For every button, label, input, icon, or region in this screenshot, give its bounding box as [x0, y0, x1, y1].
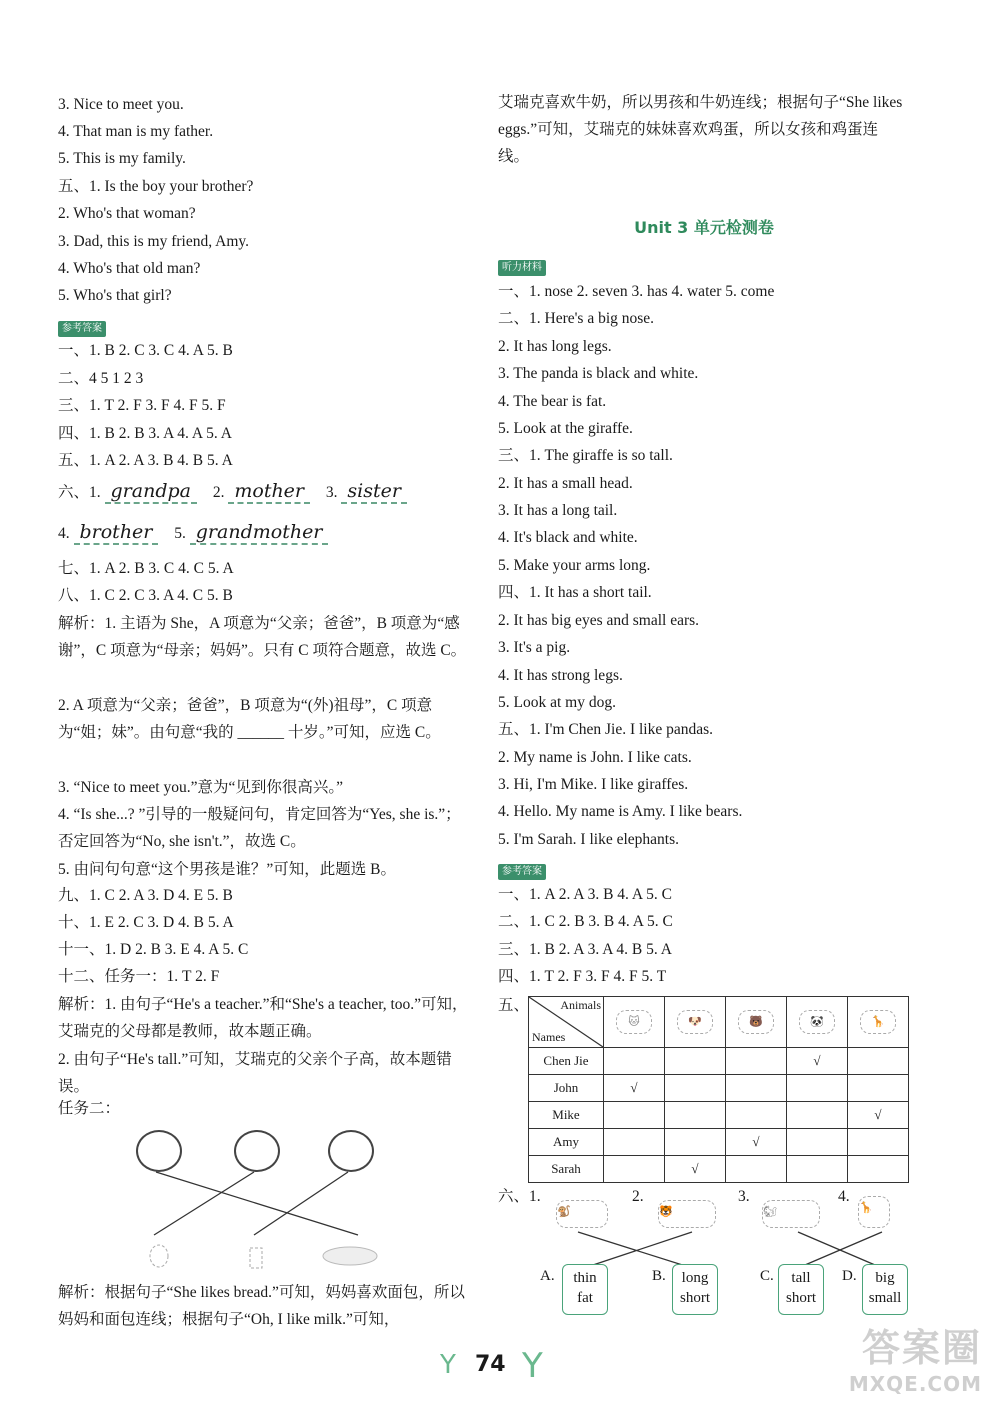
giraffe-icon: 🦒 [860, 1010, 896, 1034]
listening-line: 二、1. Here's a big nose. [498, 310, 655, 327]
header-names: Names [532, 1030, 566, 1044]
handwritten-word: grandmother [190, 521, 329, 545]
table-prefix: 五、 [498, 997, 530, 1014]
option-box [562, 1264, 608, 1315]
page-number: 74 [475, 1352, 506, 1377]
six-prefix: 六、1. [58, 484, 101, 501]
answer-line: 五、1. A 2. A 3. B 4. B 5. A [58, 452, 233, 469]
six-num: 5. [174, 525, 186, 542]
text-line: 4. Who's that old man? [58, 260, 201, 277]
text-line: 5. This is my family. [58, 150, 186, 167]
answer-line: 四、1. B 2. B 3. A 4. A 5. A [58, 425, 232, 442]
text-line: 4. That man is my father. [58, 123, 214, 140]
text-line: 5. Who's that girl? [58, 287, 172, 304]
answer-line: 一、1. A 2. A 3. B 4. A 5. C [498, 886, 672, 903]
bear-icon: 🐻 [738, 1010, 774, 1034]
listening-line: 5. Make your arms long. [498, 557, 651, 574]
answer-line: 九、1. C 2. A 3. D 4. E 5. B [58, 887, 233, 904]
listening-line: 2. My name is John. I like cats. [498, 749, 692, 766]
listening-line: 三、1. The giraffe is so tall. [498, 447, 673, 464]
six-num: 2. [212, 484, 225, 501]
row-name: Amy [529, 1129, 604, 1156]
answer-line: 十二、任务一：1. T 2. F [58, 968, 220, 985]
option-box [672, 1264, 718, 1315]
answer-line: 八、1. C 2. C 3. A 4. C 5. B [58, 587, 233, 604]
dog-icon: 🐶 [677, 1010, 713, 1034]
leaf-icon: Y [440, 1350, 456, 1380]
option-box [862, 1264, 908, 1315]
listening-line: 3. It has a long tail. [498, 502, 618, 519]
six-num: 4. [838, 1188, 850, 1205]
option-word: small [868, 1290, 902, 1306]
explanation: 5. 由问句句意“这个男孩是谁？”可知，此题选 B。 [58, 861, 396, 878]
answer-line: 二、4 5 1 2 3 [58, 370, 144, 387]
monkey-icon: 🐒 [556, 1200, 608, 1228]
answer-line: 十一、1. D 2. B 3. E 4. A 5. C [58, 941, 249, 958]
watermark-logo [812, 1317, 982, 1396]
listening-line: 四、1. It has a short tail. [498, 584, 652, 601]
leaf-icon: Y [522, 1346, 543, 1386]
task2-label: 任务二： [58, 1100, 121, 1117]
check-cell: √ [604, 1075, 665, 1102]
listening-line: 4. It's black and white. [498, 529, 638, 546]
answer-tag: 参考答案 [498, 864, 546, 880]
explanation: 解析：1. 由句子“He's a teacher.”和“She's a teacher, too.”可知，艾瑞克的父母都是教师，故本题正确。 [58, 996, 468, 1040]
listening-tag: 听力材料 [498, 260, 546, 276]
option-letter: B. [652, 1268, 666, 1284]
handwritten-word: grandpa [105, 480, 197, 504]
panda-icon: 🐼 [799, 1010, 835, 1034]
listening-line: 5. Look at my dog. [498, 694, 616, 711]
explanation: 3. “Nice to meet you.”意为“见到你很高兴。” [58, 779, 343, 796]
six-num: 3. [325, 484, 338, 501]
text-line: 3. Dad, this is my friend, Amy. [58, 233, 250, 250]
unit-title: Unit 3 单元检测卷 [634, 218, 774, 237]
answer-line: 二、1. C 2. B 3. B 4. A 5. C [498, 913, 673, 930]
option-letter: A. [540, 1268, 555, 1284]
explanation: 4. “Is she...? ”引导的一般疑问句，肯定回答为“Yes, she is.”；否定回答为“No, she isn't.”，故选 C。 [58, 806, 461, 850]
listening-line: 4. It has strong legs. [498, 667, 623, 684]
handwritten-word: sister [341, 480, 407, 504]
six-num: 3. [738, 1188, 750, 1205]
answer-tag: 参考答案 [58, 321, 106, 337]
matching-lines [58, 0, 470, 1418]
listening-line: 2. It has a small head. [498, 475, 633, 492]
option-word: short [680, 1290, 710, 1306]
option-letter: D. [842, 1268, 857, 1284]
explanation: 解析：1. 主语为 She，A 项意为“父亲；爸爸”，B 项意为“感谢”，C 项意为“母亲；妈妈”。只有 C 项符合题意，故选 C。 [58, 615, 467, 659]
listening-line: 2. It has big eyes and small ears. [498, 612, 700, 629]
cat-icon: 🐱 [616, 1010, 652, 1034]
eggs-icon [144, 1244, 174, 1271]
row-name: Sarah [529, 1156, 604, 1183]
animal-icon: 🐿 [762, 1200, 820, 1228]
option-word: big [875, 1270, 895, 1286]
option-word: tall [791, 1270, 811, 1286]
watermark-text: 答案圈 [861, 1326, 982, 1370]
row-name: John [529, 1075, 604, 1102]
listening-line: 一、1. nose 2. seven 3. has 4. water 5. come [498, 283, 775, 300]
answer-line: 三、1. B 2. A 3. A 4. B 5. A [498, 941, 672, 958]
explanation: 2. A 项意为“父亲；爸爸”，B 项意为“(外)祖母”，C 项意为“姐；妹”。由句意“我的 ______ 十岁。”可知，应选 C。 [58, 697, 441, 741]
giraffe-icon: 🦒 [858, 1196, 890, 1228]
answer-line: 三、1. T 2. F 3. F 4. F 5. F [58, 397, 226, 414]
watermark-text: MXQE.COM [848, 1372, 982, 1396]
six-num: 2. [632, 1188, 644, 1205]
explanation: 解析：根据句子“She likes bread.”可知，妈妈喜欢面包，所以妈妈和面包连线；根据句子“Oh, I like milk.”可知， [58, 1284, 465, 1328]
option-word: thin [573, 1270, 597, 1286]
listening-line: 3. The panda is black and white. [498, 365, 699, 382]
explanation-continued: 艾瑞克喜欢牛奶，所以男孩和牛奶连线；根据句子“She likes eggs.”可知，艾瑞克的妹妹喜欢鸡蛋，所以女孩和鸡蛋连线。 [498, 94, 903, 165]
listening-line: 5. I'm Sarah. I like elephants. [498, 831, 679, 848]
header-animals: Animals [560, 998, 601, 1012]
handwritten-word: mother [228, 480, 310, 504]
answer-line: 四、1. T 2. F 3. F 4. F 5. T [498, 968, 667, 985]
listening-line: 4. Hello. My name is Amy. I like bears. [498, 803, 743, 820]
listening-line: 2. It has long legs. [498, 338, 612, 355]
explanation: 2. 由句子“He's tall.”可知，艾瑞克的父亲个子高，故本题错误。 [58, 1051, 452, 1095]
row-name: Chen Jie [529, 1048, 604, 1075]
check-cell: √ [848, 1102, 909, 1129]
text-line: 五、1. Is the boy your brother? [58, 178, 254, 195]
option-word: short [786, 1290, 816, 1306]
option-letter: C. [760, 1268, 774, 1284]
option-box [778, 1264, 824, 1315]
answer-line: 十、1. E 2. C 3. D 4. B 5. A [58, 914, 234, 931]
option-lines [498, 0, 910, 1418]
text-line: 2. Who's that woman? [58, 205, 196, 222]
milk-icon [246, 1244, 266, 1273]
text-line: 3. Nice to meet you. [58, 96, 184, 113]
row-name: Mike [529, 1102, 604, 1129]
animal-icon: 🐯 [658, 1200, 716, 1228]
answer-line: 一、1. B 2. C 3. C 4. A 5. B [58, 342, 233, 359]
option-word: fat [577, 1290, 593, 1306]
listening-line: 5. Look at the giraffe. [498, 420, 633, 437]
six-prefix: 六、1. [498, 1188, 541, 1205]
answer-line: 七、1. A 2. B 3. C 4. C 5. A [58, 560, 234, 577]
listening-line: 3. Hi, I'm Mike. I like giraffes. [498, 776, 689, 793]
option-word: long [681, 1270, 709, 1286]
bread-icon [320, 1244, 380, 1271]
check-cell: √ [665, 1156, 726, 1183]
listening-line: 4. The bear is fat. [498, 393, 607, 410]
listening-line: 五、1. I'm Chen Jie. I like pandas. [498, 721, 714, 738]
handwritten-word: brother [74, 521, 159, 545]
six-num: 4. [58, 525, 70, 542]
check-cell: √ [787, 1048, 848, 1075]
check-cell: √ [726, 1129, 787, 1156]
listening-line: 3. It's a pig. [498, 639, 571, 656]
